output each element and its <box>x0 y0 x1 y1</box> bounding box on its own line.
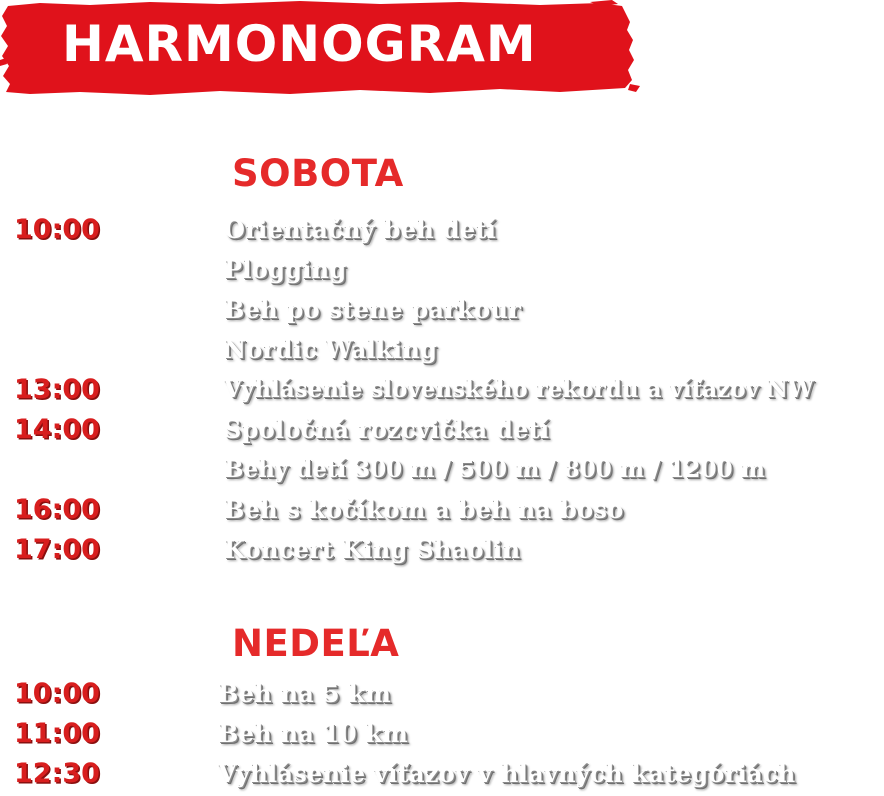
sunday-heading: NEDEĽA <box>232 622 400 665</box>
time-label: 10:00 <box>14 678 100 709</box>
schedule-row <box>0 412 884 452</box>
event-label: Beh s kočíkom a beh na boso <box>224 495 624 524</box>
time-label: 16:00 <box>14 494 100 525</box>
event-label: Behy detí 300 m / 500 m / 800 m / 1200 m <box>224 456 765 483</box>
page-title: HARMONOGRAM <box>62 15 537 73</box>
event-label: Nordic Walking <box>224 335 438 364</box>
schedule-row <box>0 676 884 716</box>
time-label: 11:00 <box>14 718 100 749</box>
schedule-row <box>0 292 884 332</box>
schedule-row <box>0 716 884 756</box>
time-label: 14:00 <box>14 414 100 445</box>
event-label: Vyhlásenie víťazov v hlavných kategóriách <box>218 759 796 788</box>
schedule-row <box>0 252 884 292</box>
title-banner <box>0 0 884 100</box>
time-label: 10:00 <box>14 214 100 245</box>
event-label: Beh na 10 km <box>218 719 409 748</box>
saturday-heading: SOBOTA <box>232 152 404 195</box>
schedule-row <box>0 212 884 252</box>
time-label: 17:00 <box>14 534 100 565</box>
event-label: Vyhlásenie slovenského rekordu a víťazov NW <box>224 376 814 403</box>
schedule-row <box>0 332 884 372</box>
event-label: Koncert King Shaolin <box>224 535 521 564</box>
event-label: Spoločná rozcvička detí <box>224 415 550 444</box>
schedule-row <box>0 452 884 492</box>
schedule-row <box>0 372 884 412</box>
event-label: Orientačný beh detí <box>224 215 497 244</box>
schedule-row <box>0 756 884 796</box>
time-label: 12:30 <box>14 758 100 789</box>
event-label: Beh po stene parkour <box>224 295 522 324</box>
schedule-row <box>0 532 884 572</box>
schedule-row <box>0 492 884 532</box>
time-label: 13:00 <box>14 374 100 405</box>
event-label: Beh na 5 km <box>218 679 392 708</box>
event-label: Plogging <box>224 255 347 284</box>
